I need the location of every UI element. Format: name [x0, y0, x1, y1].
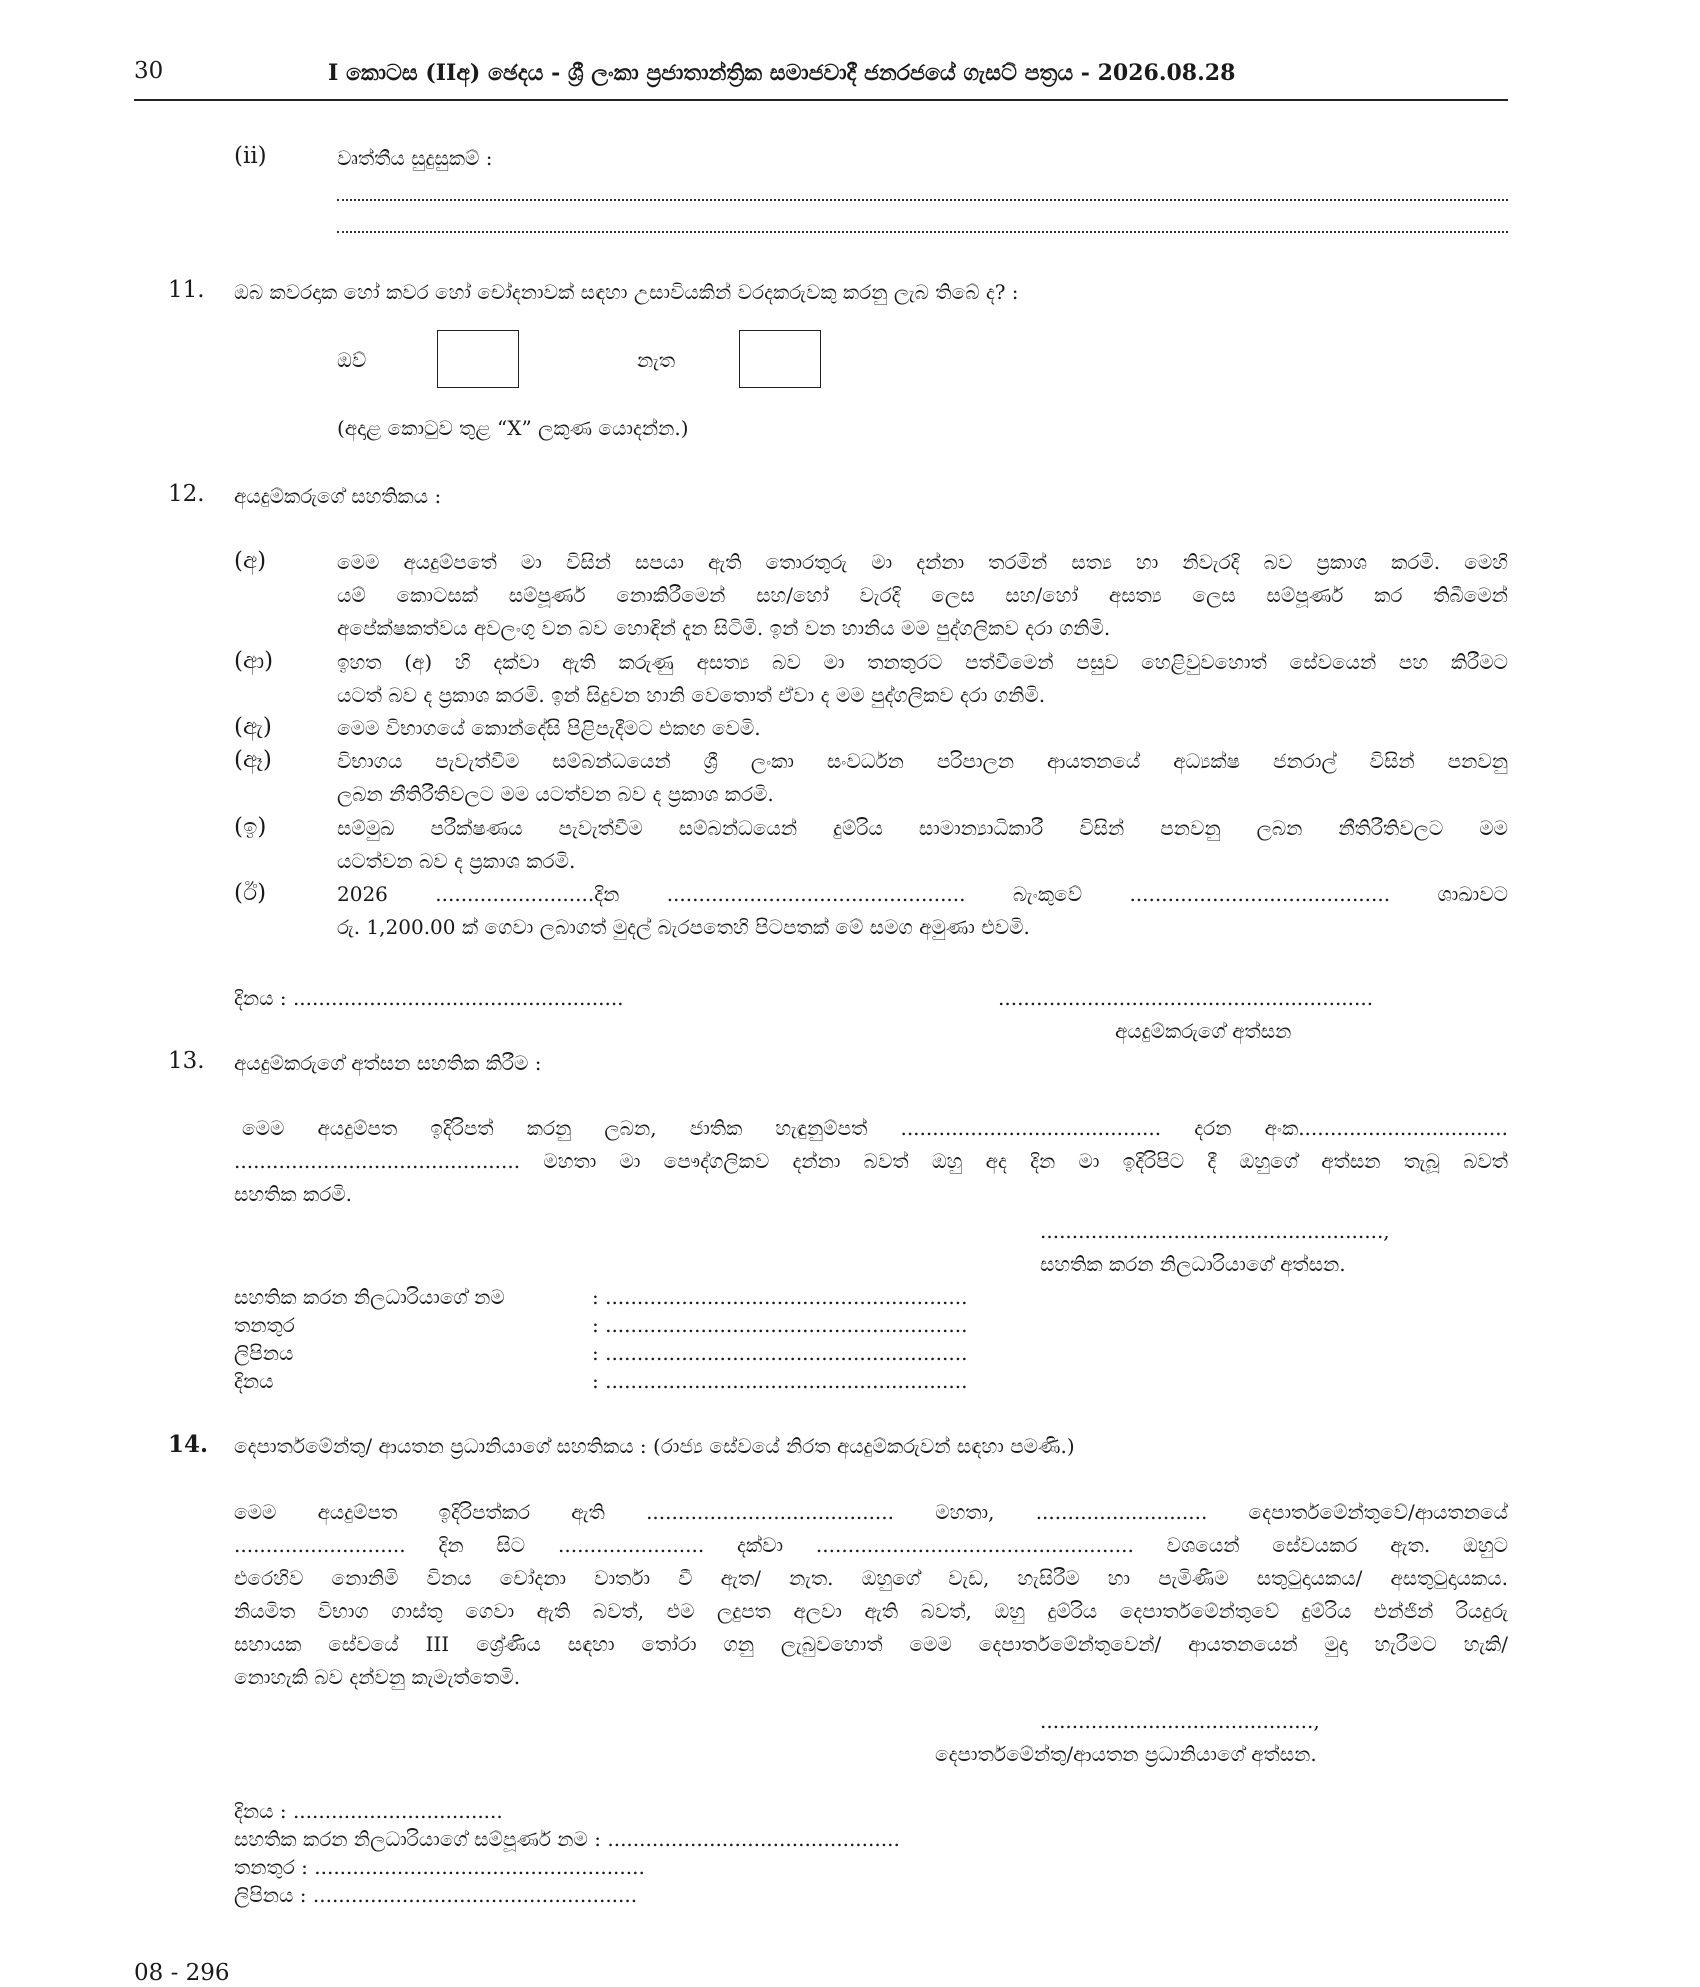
- page-number: 30: [134, 58, 164, 84]
- q13-field-date-value[interactable]: : .........................................................: [592, 1369, 968, 1393]
- yes-checkbox[interactable]: [437, 330, 519, 388]
- header-rule: [134, 99, 1508, 101]
- q14-field-designation[interactable]: තනතුර : ....................................................: [234, 1855, 645, 1879]
- applicant-signature-caption: අයදුම්කරුගේ අත්සන: [1115, 1019, 1292, 1043]
- qualification-line-2[interactable]: [337, 231, 1508, 233]
- q12-item-aee-text: විභාගය පැවැත්වීම සම්බන්ධයෙන් ශ්‍රී ලංකා සංවර්ධන පරිපාලන ආයතනයේ අධ්‍යක්ෂ ජනරාල් විසින් පනවනු ලබන නීතිරීතිවලට මම යටත්වන බව ද ප්‍රකාශ කරමි.: [337, 749, 1508, 806]
- certifier-signature-line[interactable]: ......................................................,: [1040, 1219, 1390, 1243]
- q12-item-aa-text: ඉහත (අ) හි දක්වා ඇති කරුණු අසත්‍ය බව මා තනතුරට පත්වීමෙන් පසුව හෙළිවුවහොත් සේවයෙන් පහ කිරීමට යටත් බව ද ප්‍රකාශ කරමි. ඉන් සිදුවන හානි වෙතොත් ඒවා ද මම පුද්ගලිකව දරා ගනිමි.: [337, 650, 1508, 707]
- no-checkbox[interactable]: [739, 330, 821, 388]
- no-label: නැත: [637, 348, 676, 372]
- q12-item-ae-label: (ඇ): [234, 714, 272, 740]
- q14-field-date[interactable]: දිනය : .................................: [234, 1799, 503, 1823]
- q14-field-full-name[interactable]: සහතික කරන නිලධාරියාගේ සම්පූර්ණ නම : ..............................................: [234, 1827, 900, 1851]
- head-signature-line[interactable]: ...........................................,: [1040, 1709, 1320, 1733]
- q12-item-a-label: (අ): [234, 548, 267, 574]
- q12-date-field[interactable]: දිනය : ....................................................: [234, 986, 624, 1010]
- q14-title: දෙපාර්තමේන්තු/ ආයතන ප්‍රධානියාගේ සහතිකය : (රාජ්‍ය සේවයේ නිරත අයදුම්කරුවන් සඳහා පමණි.): [234, 1434, 1075, 1458]
- qualification-line-1[interactable]: [337, 199, 1508, 201]
- q13-field-designation-value[interactable]: : .........................................................: [592, 1313, 968, 1337]
- yes-label: ඔව්: [337, 348, 367, 372]
- q12-item-ae-text: මෙම විභාගයේ කොන්දේසි පිළිපැදීමට එකඟ වෙමි.: [337, 716, 761, 740]
- q11-number: 11.: [168, 277, 205, 303]
- q14-paragraph: මෙම අයදුම්පත ඉදිරිපත්කර ඇති ....................................... මහතා, ........................... දෙපාර්තමේන්තුවේ/ආයතනයේ ........................... දින සිට ....................... දක්වා .................................................. වශයෙන් සේවයකර ඇත. ඔහුට එරෙහිව නොනිමි විනය චෝදනා වාර්තා වී ඇත/ නැත. ඔහුගේ වැඩ, හැසිරීම හා පැමිණීම සතුටුදායකය/ අසතුටුදායකය. නියමිත විභාග ගාස්තු ගෙවා ඇති බවත්, එම ලදුපත අලවා ඇති බවත්, ඔහු දුම්රිය දෙපාර්තමේන්තුවේ දුම්රිය එන්ජින් රියදුරු සහායක සේවයේ III ශ්‍රේණිය සඳහා තෝරා ගනු ලැබුවහොත් මෙම දෙපාර්තමේන්තුවෙන්/ ආයතනයෙන් මුදා හැරීමට හැකි/ නොහැකි බව දන්වනු කැමැත්තෙමි.: [234, 1500, 1508, 1689]
- head-signature-caption: දෙපාර්තමේන්තු/ආයතන ප්‍රධානියාගේ අත්සන.: [935, 1742, 1317, 1766]
- item-ii-label: (ii): [234, 143, 267, 169]
- q11-question: ඔබ කවරදාක හෝ කවර හෝ චෝදනාවක් සඳහා උසාවියකින් වරදකරුවකු කරනු ලැබ තිබේ ද? :: [234, 280, 1019, 304]
- q13-number: 13.: [168, 1048, 205, 1074]
- q13-field-address-value[interactable]: : .........................................................: [592, 1341, 968, 1365]
- q14-field-address[interactable]: ලිපිනය : ...................................................: [234, 1883, 638, 1907]
- item-ii-text: වෘත්තීය සුදුසුකම් :: [337, 146, 493, 170]
- q13-field-name-value[interactable]: : .........................................................: [592, 1285, 968, 1309]
- q12-item-a-text: මෙම අයදුම්පතේ මා විසින් සපයා ඇති තොරතුරු මා දන්නා තරමින් සත්‍ය හා නිවැරදි බව ප්‍රකාශ කරමි. මෙහි යම් කොටසක් සම්පූර්ණ නොකිරීමෙන් සහ/හෝ වැරදි ලෙස සහ/හෝ අසත්‍ය ලෙස සම්පූර්ණ කර තිබීමෙන් අපේක්ෂකත්වය අවලංගු වන බව හොඳින් දැන සිටිමි. ඉන් වන හානිය මම පුද්ගලිකව දරා ගනිමි.: [337, 550, 1508, 640]
- q12-item-i-text: සම්මුඛ පරීක්ෂණය පැවැත්වීම සම්බන්ධයෙන් දුම්රිය සාමාන්‍යාධිකාරී විසින් පනවනු ලබන නීතිරීතිවලට මම යටත්වන බව ද ප්‍රකාශ කරමි.: [337, 816, 1508, 873]
- q13-title: අයදුම්කරුගේ අත්සන සහතික කිරීම :: [234, 1051, 542, 1075]
- q12-item-ii-text: 2026 .........................දින ............................................... බැංකුවේ ......................................... ශාඛාවට රු. 1,200.00 ක් ගෙවා ලබාගත් මුදල් බැරපතෙහි පිටපතක් මේ සමග අමුණා එවමි.: [337, 882, 1508, 939]
- q12-title: අයදුම්කරුගේ සහතිකය :: [234, 484, 442, 508]
- q12-item-aa-label: (ආ): [234, 648, 274, 674]
- certifier-signature-caption: සහතික කරන නිලධාරියාගේ අත්සන.: [1040, 1252, 1346, 1276]
- q11-note: (අදාළ කොටුව තුළ “X” ලකුණ යොදන්න.): [337, 416, 689, 440]
- q12-item-aee-label: (ඈ): [234, 747, 272, 773]
- q13-field-name-label: සහතික කරන නිලධාරියාගේ නම: [234, 1285, 505, 1309]
- q13-paragraph: මෙම අයදුම්පත ඉදිරිපත් කරනු ලබන, ජාතික හැඳුනුම්පත් ......................................... දරන අංක................................. ............................................. මහතා මා පෞද්ගලිකව දන්නා බවත් ඔහු අද දින මා ඉදිරිපිට දී ඔහුගේ අත්සන තැබූ බවත් සහතික කරමි.: [234, 1116, 1508, 1206]
- q13-field-address-label: ලිපිනය: [234, 1341, 294, 1365]
- q12-number: 12.: [168, 481, 205, 507]
- q13-field-date-label: දිනය: [234, 1369, 274, 1393]
- applicant-signature-line[interactable]: ...........................................................: [998, 986, 1374, 1010]
- q13-field-designation-label: තනතුර: [234, 1313, 295, 1337]
- q12-item-ii-label: (ඊ): [234, 880, 267, 906]
- gazette-header-title: I කොටස (IIඅ) ඡෙදය - ශ්‍රී ලංකා ප්‍රජාතාන්ත්‍රික සමාජවාදී ජනරජයේ ගැසට් පත්‍රය - 2026.08.28: [328, 60, 1236, 86]
- q14-number: 14.: [168, 1431, 209, 1458]
- q12-item-i-label: (ඉ): [234, 814, 267, 840]
- footer-code: 08 - 296: [134, 1960, 230, 1986]
